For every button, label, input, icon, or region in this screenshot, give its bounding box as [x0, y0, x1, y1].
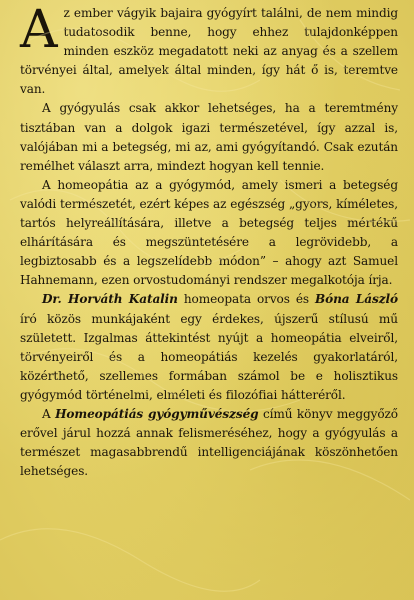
book-text: című könyv meggyőző erővel járul hozzá annak felismeréséhez, hogy a gyógyulás a természet magasabbrendű intelligenciájának köszönhetően lehetséges. [20, 406, 398, 479]
authors-text-1: homeopata orvos és [177, 292, 316, 307]
paragraph-authors [20, 290, 398, 405]
author-name-1: Dr. Horváth Katalin [42, 292, 178, 307]
paragraph-homeopathy: A homeopátia az a gyógymód, amely ismeri a betegség valódi természetét, ezért képes az egészség „gyors, kíméletes, tartós helyreállítására, illetve a betegség teljes mértékű elhárítására és megszüntetésére a legrövidebb, a legbiztosabb és a legszelídebb módon” – ahogy azt Samuel Hahnemann, ezen orvostudományi rendszer megalkotója írja. [20, 177, 398, 288]
author-name-2: Bóna László [315, 292, 398, 307]
paragraph-book [20, 405, 398, 481]
paragraph-intro [20, 0, 398, 99]
paragraph-intro-text: z ember vágyik bajaira gyógyírt találni, de nem mindig tudatosodik benne, hogy ehhez tulajdonképpen minden eszköz megadatott neki az anyag és a szellem törvényei által, amelyek által minden, így hát ő is, teremtve van. [20, 6, 398, 97]
authors-text-2: író közös munkájaként egy érdekes, újszerű stílusú mű született. Izgalmas áttekintést nyújt a homeopátia elveiről, törvényeiről és a homeopátiás kezelés gyakorlatáról, közérthető, szellemes formában számol be e holisztikus gyógymód történelmi, elméleti és filozófiai hátteréről. [20, 311, 398, 402]
book-title: Homeopátiás gyógyművészség [55, 406, 259, 421]
book-lead: A [42, 406, 56, 421]
paragraph-healing: A gyógyulás csak akkor lehetséges, ha a teremtmény tisztában van a dolgok igazi természetével, így azzal is, valójában mi a betegség, mi az, ami gyógyítandó. Csak ezután remélhet választ arra, mindezt hogyan kell tennie. [20, 101, 398, 173]
drop-cap: A [20, 0, 58, 60]
